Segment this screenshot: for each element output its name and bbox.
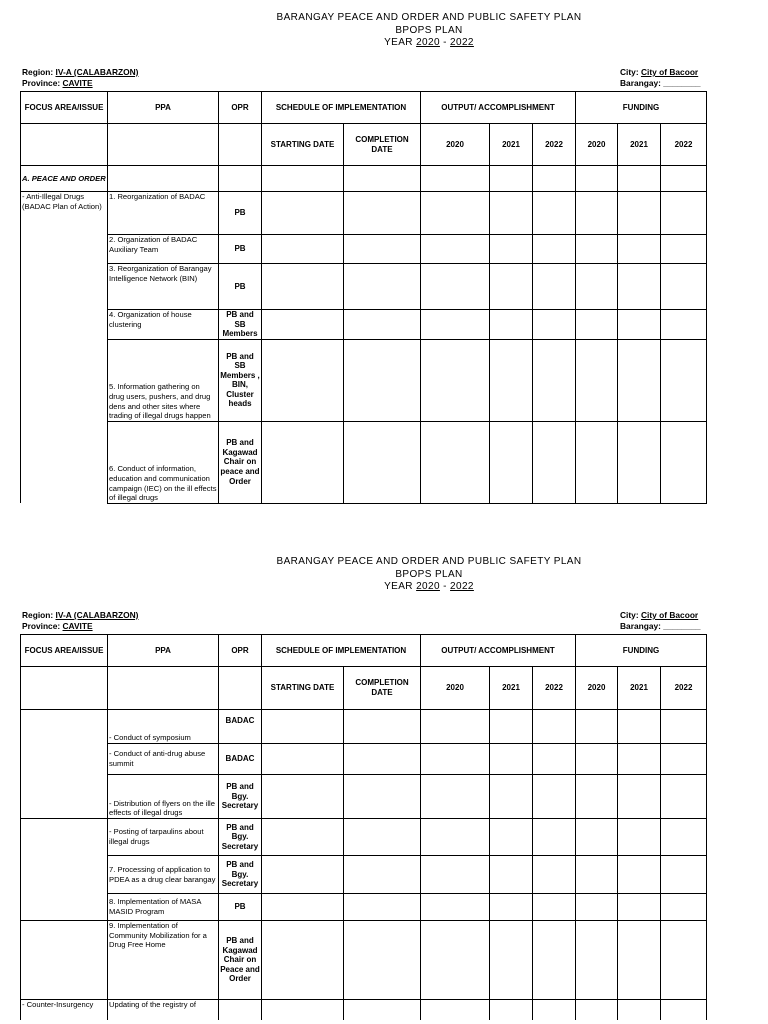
city-barangay: City: City of Bacoor Barangay: ________: [620, 67, 701, 88]
table-cell: [490, 421, 533, 503]
opr-cell: PB and Kagawad Chair on Peace and Order: [219, 921, 262, 1000]
table-cell: [490, 339, 533, 421]
table-cell: [618, 819, 661, 856]
title-line-2: BPOPS PLAN: [395, 24, 463, 36]
table-cell: [576, 856, 618, 894]
ppa-cell: 8. Implementation of MASA MASID Program: [108, 894, 219, 921]
table-cell: [421, 339, 490, 421]
table-cell: [421, 921, 490, 1000]
table-cell: [108, 166, 219, 192]
table-cell: [344, 1000, 421, 1020]
table-cell: [618, 421, 661, 503]
col-starting-date: STARTING DATE: [262, 667, 344, 710]
table-cell: [421, 166, 490, 192]
table-cell: [533, 310, 576, 340]
ppa-cell: 6. Conduct of information, education and communication campaign (IEC) on the ill effects of illegal drugs: [108, 421, 219, 503]
table-cell: [576, 339, 618, 421]
table-cell: [262, 894, 344, 921]
table-row: [21, 310, 707, 340]
table-cell: [262, 921, 344, 1000]
table-cell: [262, 166, 344, 192]
col-schedule: SCHEDULE OF IMPLEMENTATION: [262, 92, 421, 124]
col-output-2021: 2021: [490, 124, 533, 166]
opr-cell: PB and Bgy. Secretary: [219, 819, 262, 856]
table-cell: [618, 310, 661, 340]
table-cell: [344, 856, 421, 894]
opr-cell: PB and SB Members: [219, 310, 262, 340]
col-focus: FOCUS AREA/ISSUE: [21, 92, 108, 124]
table-cell: [661, 310, 707, 340]
ppa-cell: 5. Information gathering on drug users, pushers, and drug dens and other sites where trading of illegal drugs happen: [108, 339, 219, 421]
table-cell: [618, 339, 661, 421]
table-cell: [421, 744, 490, 775]
table-cell: [262, 192, 344, 235]
table-cell: [421, 819, 490, 856]
col-schedule: SCHEDULE OF IMPLEMENTATION: [262, 635, 421, 667]
table-row: [21, 894, 707, 921]
ppa-cell: 1. Reorganization of BADAC: [108, 192, 219, 235]
table-cell: [576, 421, 618, 503]
col-output: OUTPUT/ ACCOMPLISHMENT: [421, 635, 576, 667]
table-cell: [618, 264, 661, 310]
plan-title: [0, 12, 768, 50]
col-funding-2022: 2022: [661, 124, 707, 166]
table-cell: [618, 1000, 661, 1020]
ppa-cell: 9. Implementation of Community Mobilization for a Drug Free Home: [108, 921, 219, 1000]
col-funding-2022: 2022: [661, 667, 707, 710]
col-ppa: PPA: [108, 635, 219, 667]
title-line-1: BARANGAY PEACE AND ORDER AND PUBLIC SAFETY PLAN: [276, 12, 582, 23]
ppa-cell: - Distribution of flyers on the ille effects of illegal drugs: [108, 775, 219, 819]
title-line-2: BPOPS PLAN: [395, 568, 463, 580]
table-cell: [490, 744, 533, 775]
col-output-2022: 2022: [533, 667, 576, 710]
bpops-table-page-1: [20, 91, 707, 504]
region-province: Region: IV-A (CALABARZON) Province: CAVITE: [22, 610, 139, 631]
ppa-cell: 2. Organization of BADAC Auxiliary Team: [108, 235, 219, 264]
table-cell: [661, 264, 707, 310]
table-cell: [533, 235, 576, 264]
table-cell: [21, 667, 108, 710]
region-province: Region: IV-A (CALABARZON) Province: CAVITE: [22, 67, 139, 88]
table-cell: [576, 894, 618, 921]
table-row: [21, 235, 707, 264]
table-cell: [262, 264, 344, 310]
table-cell: [108, 667, 219, 710]
table-cell: [490, 192, 533, 235]
table-cell: [344, 310, 421, 340]
table-cell: [490, 819, 533, 856]
col-output-2022: 2022: [533, 124, 576, 166]
ppa-cell: 4. Organization of house clustering: [108, 310, 219, 340]
col-funding-2021: 2021: [618, 667, 661, 710]
table-row: [21, 421, 707, 503]
col-funding-2021: 2021: [618, 124, 661, 166]
table-cell: [344, 744, 421, 775]
table-cell: [421, 421, 490, 503]
table-row: [21, 921, 707, 1000]
table-cell: [421, 235, 490, 264]
title-year: YEAR 2020 - 2022: [384, 37, 474, 48]
table-cell: [533, 192, 576, 235]
ppa-cell: - Posting of tarpaulins about illegal drugs: [108, 819, 219, 856]
table-cell: [219, 667, 262, 710]
table-cell: [661, 819, 707, 856]
table-cell: [344, 339, 421, 421]
focus-area: - Anti-Illegal Drugs (BADAC Plan of Action): [21, 192, 108, 504]
bpops-table-page-2: [20, 634, 707, 1020]
table-cell: [262, 856, 344, 894]
table-cell: [490, 710, 533, 744]
table-cell: [618, 710, 661, 744]
table-cell: [576, 192, 618, 235]
col-funding: FUNDING: [576, 635, 707, 667]
table-cell: [533, 775, 576, 819]
table-cell: [262, 1000, 344, 1020]
col-funding-2020: 2020: [576, 667, 618, 710]
table-cell: [421, 710, 490, 744]
table-cell: [576, 166, 618, 192]
table-cell: [490, 775, 533, 819]
table-cell: [661, 775, 707, 819]
table-cell: [533, 264, 576, 310]
table-cell: [618, 744, 661, 775]
table-cell: [618, 894, 661, 921]
table-cell: [344, 819, 421, 856]
table-cell: [421, 1000, 490, 1020]
table-cell: [262, 819, 344, 856]
table-cell: [661, 744, 707, 775]
table-cell: [533, 921, 576, 1000]
table-cell: [618, 775, 661, 819]
table-cell: [661, 1000, 707, 1020]
ppa-cell: 3. Reorganization of Barangay Intelligence Network (BIN): [108, 264, 219, 310]
table-cell: [344, 775, 421, 819]
table-cell: [576, 819, 618, 856]
table-cell: [421, 856, 490, 894]
col-funding: FUNDING: [576, 92, 707, 124]
table-cell: [576, 710, 618, 744]
table-cell: [490, 264, 533, 310]
col-focus: FOCUS AREA/ISSUE: [21, 635, 108, 667]
col-output-2021: 2021: [490, 667, 533, 710]
table-cell: [490, 921, 533, 1000]
opr-cell: BADAC: [219, 710, 262, 744]
table-row: [21, 264, 707, 310]
table-row: [21, 192, 707, 235]
section-label: A. PEACE AND ORDER: [21, 166, 108, 192]
table-cell: [661, 710, 707, 744]
table-cell: [344, 264, 421, 310]
table-cell: [533, 166, 576, 192]
ppa-cell: - Conduct of anti-drug abuse summit: [108, 744, 219, 775]
table-cell: [533, 856, 576, 894]
table-cell: [576, 1000, 618, 1020]
table-row: [21, 710, 707, 744]
table-cell: [344, 921, 421, 1000]
table-cell: [576, 775, 618, 819]
focus-area: - Counter-Insurgency: [21, 1000, 108, 1020]
table-cell: [533, 339, 576, 421]
table-cell: [344, 421, 421, 503]
table-cell: [576, 235, 618, 264]
table-cell: [661, 894, 707, 921]
table-cell: [661, 339, 707, 421]
table-cell: [661, 235, 707, 264]
col-output-2020: 2020: [421, 124, 490, 166]
table-cell: [421, 310, 490, 340]
table-cell: [533, 744, 576, 775]
col-output-2020: 2020: [421, 667, 490, 710]
table-cell: [661, 421, 707, 503]
opr-cell: PB and Kagawad Chair on peace and Order: [219, 421, 262, 503]
table-cell: [661, 921, 707, 1000]
table-cell: [533, 421, 576, 503]
opr-cell: PB: [219, 192, 262, 235]
table-row: [21, 166, 707, 192]
table-cell: [490, 894, 533, 921]
ppa-cell: Updating of the registry of: [108, 1000, 219, 1020]
table-cell: [661, 192, 707, 235]
table-cell: [618, 921, 661, 1000]
table-cell: [262, 339, 344, 421]
table-row: [21, 339, 707, 421]
table-cell: [344, 235, 421, 264]
opr-cell: BADAC: [219, 744, 262, 775]
table-cell: [618, 235, 661, 264]
col-completion-date: COMPLETION DATE: [344, 667, 421, 710]
table-cell: [219, 1000, 262, 1020]
table-cell: [533, 710, 576, 744]
table-cell: [618, 856, 661, 894]
col-funding-2020: 2020: [576, 124, 618, 166]
table-cell: [618, 192, 661, 235]
table-cell: [490, 856, 533, 894]
table-cell: [618, 166, 661, 192]
opr-cell: PB: [219, 894, 262, 921]
table-cell: [344, 166, 421, 192]
col-opr: OPR: [219, 92, 262, 124]
table-cell: [490, 166, 533, 192]
title-year: YEAR 2020 - 2022: [384, 581, 474, 592]
table-cell: [262, 310, 344, 340]
table-cell: [344, 192, 421, 235]
opr-cell: PB: [219, 235, 262, 264]
table-cell: [344, 894, 421, 921]
plan-title: [0, 556, 768, 594]
opr-cell: PB and Bgy. Secretary: [219, 856, 262, 894]
table-cell: [661, 166, 707, 192]
table-cell: [219, 166, 262, 192]
col-ppa: PPA: [108, 92, 219, 124]
ppa-cell: - Conduct of symposium: [108, 710, 219, 744]
table-cell: [421, 775, 490, 819]
table-cell: [262, 710, 344, 744]
table-cell: [262, 744, 344, 775]
table-cell: [576, 310, 618, 340]
opr-cell: PB and Bgy. Secretary: [219, 775, 262, 819]
table-row: [21, 744, 707, 775]
table-row: [21, 856, 707, 894]
table-row: [21, 819, 707, 856]
table-cell: [533, 894, 576, 921]
col-opr: OPR: [219, 635, 262, 667]
table-row: [21, 1000, 707, 1020]
table-cell: [490, 235, 533, 264]
table-cell: [262, 775, 344, 819]
title-line-1: BARANGAY PEACE AND ORDER AND PUBLIC SAFETY PLAN: [276, 556, 582, 567]
ppa-cell: 7. Processing of application to PDEA as a drug clear barangay: [108, 856, 219, 894]
table-cell: [421, 894, 490, 921]
col-output: OUTPUT/ ACCOMPLISHMENT: [421, 92, 576, 124]
col-completion-date: COMPLETION DATE: [344, 124, 421, 166]
table-cell: [421, 264, 490, 310]
table-cell: [421, 192, 490, 235]
table-cell: [661, 856, 707, 894]
table-cell: [576, 921, 618, 1000]
table-cell: [576, 744, 618, 775]
table-cell: [490, 1000, 533, 1020]
opr-cell: PB and SB Members , BIN, Cluster heads: [219, 339, 262, 421]
table-cell: [533, 819, 576, 856]
table-cell: [262, 421, 344, 503]
table-cell: [344, 710, 421, 744]
table-cell: [262, 235, 344, 264]
table-cell: [533, 1000, 576, 1020]
table-cell: [490, 310, 533, 340]
table-cell: [576, 264, 618, 310]
city-barangay: City: City of Bacoor Barangay: ________: [620, 610, 701, 631]
table-row: [21, 775, 707, 819]
opr-cell: PB: [219, 264, 262, 310]
col-starting-date: STARTING DATE: [262, 124, 344, 166]
